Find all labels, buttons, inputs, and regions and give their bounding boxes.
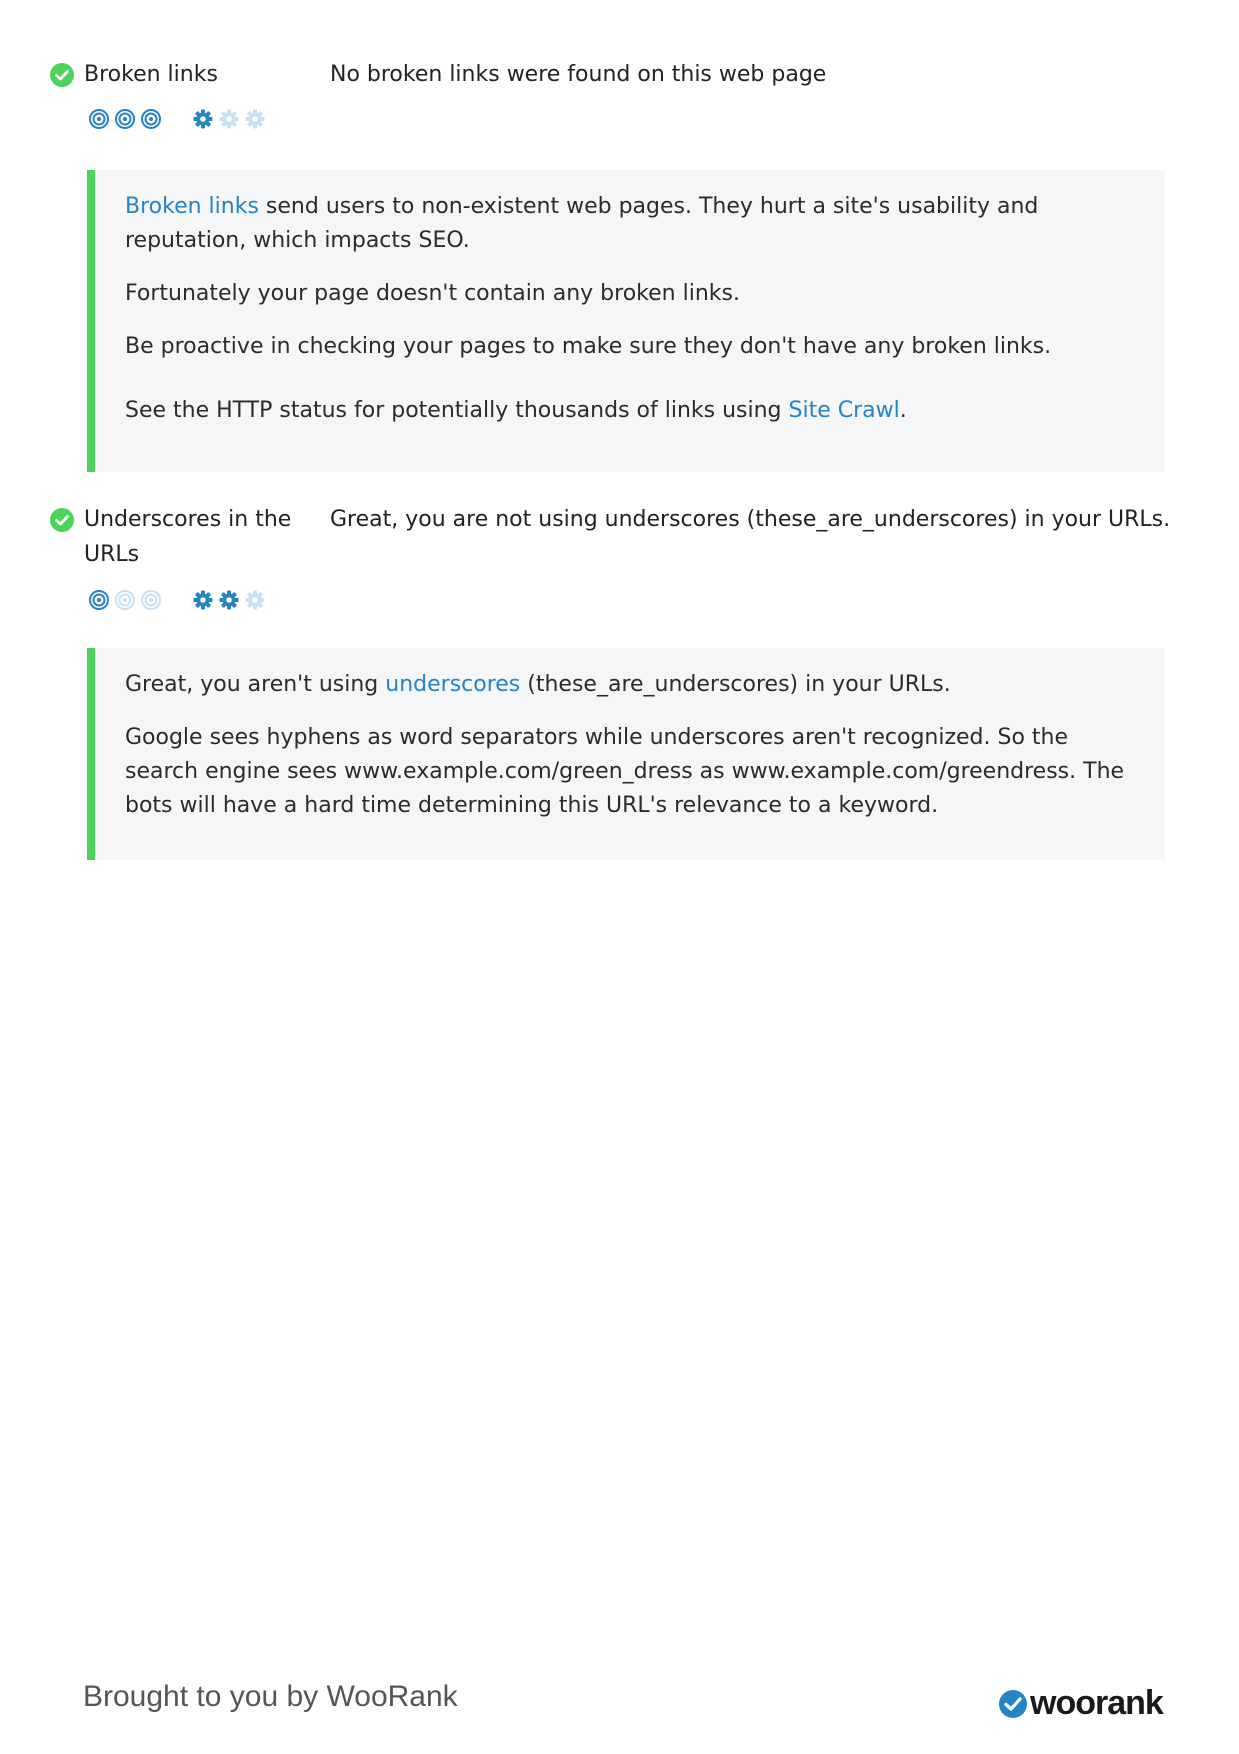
check-circle-icon: [50, 63, 74, 87]
target-icon: [140, 108, 162, 130]
importance-rating: [88, 108, 162, 130]
info-paragraph: Fortunately your page doesn't contain any broken links.: [125, 281, 740, 306]
gear-icon: [218, 108, 240, 130]
target-icon: [140, 589, 162, 611]
info-paragraph: See the HTTP status for potentially thousands of links using Site Crawl.: [125, 398, 907, 423]
info-box: [87, 648, 1165, 860]
item-title: Underscores in the URLs: [84, 507, 292, 567]
gear-icon: [218, 589, 240, 611]
gear-icon: [192, 108, 214, 130]
target-icon: [114, 589, 136, 611]
info-paragraph: Great, you aren't using underscores (these_are_underscores) in your URLs.: [125, 672, 951, 697]
rating-indicators: [88, 107, 266, 131]
info-paragraph: Broken links send users to non-existent web pages. They hurt a site's usability and reputation, which impacts SEO.: [125, 194, 1039, 253]
difficulty-rating: [192, 108, 266, 130]
rating-indicators: [88, 588, 266, 612]
check-circle-icon: [50, 508, 74, 532]
gear-icon: [244, 589, 266, 611]
broken-links-link[interactable]: Broken links: [125, 194, 259, 219]
info-box: [87, 170, 1165, 472]
importance-rating: [88, 589, 162, 611]
underscores-link[interactable]: underscores: [385, 672, 521, 697]
site-crawl-link[interactable]: Site Crawl: [788, 398, 900, 423]
target-icon: [114, 108, 136, 130]
target-icon: [88, 108, 110, 130]
woorank-check-icon: [998, 1689, 1028, 1719]
target-icon: [88, 589, 110, 611]
item-title: Broken links: [84, 62, 218, 87]
info-paragraph: Google sees hyphens as word separators while underscores aren't recognized. So the search engine sees www.example.com/green_dress as www.example.com/greendress. The bots will have a hard time determining this URL's relevance to a keyword.: [125, 725, 1125, 818]
difficulty-rating: [192, 589, 266, 611]
logo-text: woorank: [1030, 1684, 1163, 1722]
footer-brought-by: Brought to you by WooRank: [83, 1680, 458, 1713]
info-paragraph: Be proactive in checking your pages to make sure they don't have any broken links.: [125, 334, 1052, 359]
gear-icon: [244, 108, 266, 130]
item-result: Great, you are not using underscores (these_are_underscores) in your URLs.: [330, 507, 1171, 532]
gear-icon: [192, 589, 214, 611]
woorank-logo: [998, 1684, 1163, 1723]
item-result: No broken links were found on this web page: [330, 62, 827, 87]
